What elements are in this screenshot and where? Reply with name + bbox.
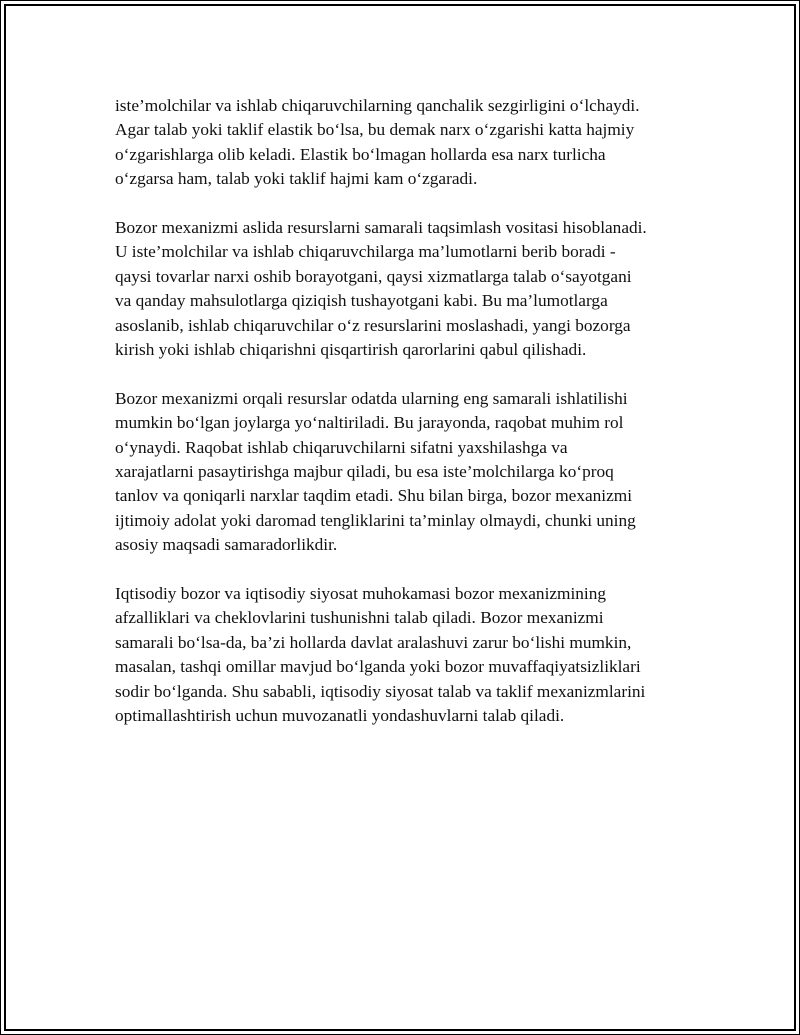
paragraph-2: Bozor mexanizmi aslida resurslarni samarali taqsimlash vositasi hisoblanadi. U iste’molchilar va ishlab chiqaruvchilarga ma’lumotlarni berib boradi - qaysi tovarlar narxi oshib borayotgani, qaysi xizmatlarga talab o‘sayotgani va qanday mahsulotlarga qiziqish tushayotgani kabi. Bu ma’lumotlarga asoslanib, ishlab chiqaruvchilar o‘z resurslarini moslashadi, yangi bozorga kirish yoki ishlab chiqarishni qisqartirish qarorlarini qabul qilishadi. [115,218,647,360]
document-body [115,94,715,753]
paragraph-4: Iqtisodiy bozor va iqtisodiy siyosat muhokamasi bozor mexanizmining afzalliklari va cheklovlarini tushunishni talab qiladi. Bozor mexanizmi samarali bo‘lsa-da, ba’zi hollarda davlat aralashuvi zarur bo‘lishi mumkin, masalan, tashqi omillar mavjud bo‘lganda yoki bozor muvaffaqiyatsizliklari sodir bo‘lganda. Shu sababli, iqtisodiy siyosat talab va taklif mexanizmlarini optimallashtirish uchun muvozanatli yondashuvlarni talab qiladi. [115,584,646,726]
paragraph-3: Bozor mexanizmi orqali resurslar odatda ularning eng samarali ishlatilishi mumkin bo‘lgan joylarga yo‘naltiriladi. Bu jarayonda, raqobat muhim rol o‘ynaydi. Raqobat ishlab chiqaruvchilarni sifatni yaxshilashga va xarajatlarni pasaytirishga majbur qiladi, bu esa iste’molchilarga ko‘proq tanlov va qoniqarli narxlar taqdim etadi. Shu bilan birga, bozor mexanizmi ijtimoiy adolat yoki daromad tengliklarini ta’minlay olmaydi, chunki uning asosiy maqsadi samaradorlikdir. [115,388,636,555]
paragraph-1: iste’molchilar va ishlab chiqaruvchilarning qanchalik sezgirligini o‘lchaydi. Agar talab yoki taklif elastik bo‘lsa, bu demak narx o‘zgarishi katta hajmiy o‘zgarishlarga olib keladi. Elastik bo‘lmagan hollarda esa narx turlicha o‘zgarsa ham, talab yoki taklif hajmi kam o‘zgaradi. [115,96,640,189]
